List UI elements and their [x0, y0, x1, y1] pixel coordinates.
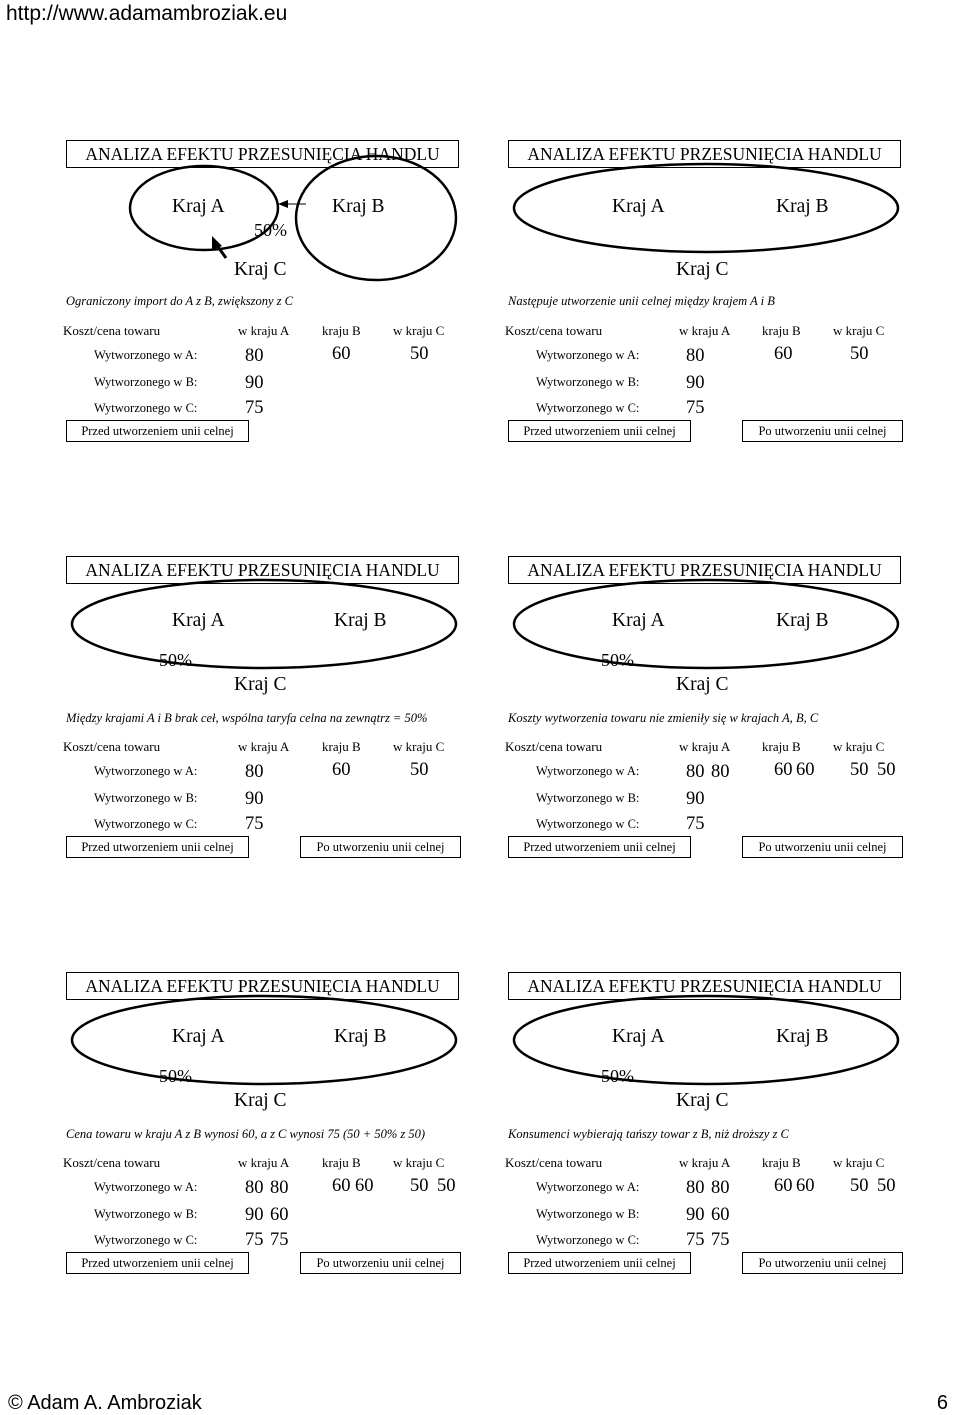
label-kraj-b: Kraj B [334, 610, 387, 631]
row-b-label: Wytworzonego w B: [536, 375, 640, 389]
val-ba-after: 60 [711, 1205, 730, 1225]
label-kraj-b: Kraj B [776, 610, 829, 631]
val-a-after: 80 [711, 762, 730, 782]
val-b-before: 60 [332, 344, 351, 364]
country-ellipses [66, 140, 461, 442]
label-kraj-c: Kraj C [676, 1090, 729, 1111]
row-b-label: Wytworzonego w B: [536, 1207, 640, 1221]
val-b-after: 60 [796, 760, 815, 780]
row-a-label: Wytworzonego w A: [94, 764, 198, 778]
label-kraj-c: Kraj C [234, 674, 287, 695]
arrow-head-left [278, 200, 288, 208]
footer-before: Przed utworzeniem unii celnej [508, 1252, 691, 1274]
slide-title: ANALIZA EFEKTU PRZESUNIĘCIA HANDLU [66, 556, 459, 584]
row-c-label: Wytworzonego w C: [94, 1233, 198, 1247]
slide-caption: Konsumenci wybierają tańszy towar z B, niż droższy z C [508, 1127, 789, 1141]
slide-caption: Między krajami A i B brak ceł, wspólna taryfa celna na zewnątrz = 50% [66, 711, 428, 725]
val-a-after: 80 [711, 1178, 730, 1198]
val-c-before: 50 [410, 760, 429, 780]
label-kraj-b: Kraj B [776, 1026, 829, 1047]
val-ca-before: 75 [686, 1230, 705, 1250]
val-c-after: 50 [437, 1176, 456, 1196]
label-tariff: 50% [159, 650, 192, 670]
page-url[interactable]: http://www.adamambroziak.eu [6, 2, 288, 25]
val-c-before: 50 [410, 1176, 429, 1196]
slide-2 [505, 140, 903, 442]
val-ba-before: 90 [686, 373, 705, 393]
col-b: kraju B [762, 323, 801, 338]
ellipse-union-ab [72, 580, 456, 668]
ellipse-union-ab [514, 580, 898, 668]
val-c-before: 50 [850, 1176, 869, 1196]
row-c-label: Wytworzonego w C: [536, 817, 640, 831]
union-ellipse [66, 556, 461, 858]
slide-5 [63, 972, 461, 1274]
col-b: kraju B [322, 739, 361, 754]
val-ba-before: 90 [686, 1205, 705, 1225]
col-b: kraju B [762, 1155, 801, 1170]
col-c: w kraju C [833, 1155, 885, 1170]
footer-before: Przed utworzeniem unii celnej [66, 1252, 249, 1274]
label-kraj-c: Kraj C [234, 1090, 287, 1111]
label-tariff: 50% [159, 1066, 192, 1086]
row-b-label: Wytworzonego w B: [94, 375, 198, 389]
footer-before: Przed utworzeniem unii celnej [66, 420, 249, 442]
label-kraj-a: Kraj A [172, 196, 225, 217]
union-ellipse [508, 140, 903, 442]
author-name: © Adam A. Ambroziak [8, 1392, 202, 1414]
val-a-before: 80 [245, 762, 264, 782]
val-c-before: 50 [410, 344, 429, 364]
val-a-before: 80 [245, 1178, 264, 1198]
val-ba-before: 90 [245, 373, 264, 393]
col-a: w kraju A [238, 1155, 290, 1170]
label-kraj-a: Kraj A [612, 1026, 665, 1047]
col-header: Koszt/cena towaru [63, 323, 161, 338]
slide-caption: Następuje utworzenie unii celnej między krajem A i B [508, 294, 775, 308]
row-a-label: Wytworzonego w A: [94, 348, 198, 362]
col-c: w kraju C [393, 1155, 445, 1170]
slide-1 [63, 140, 461, 442]
row-a-label: Wytworzonego w A: [94, 1180, 198, 1194]
slide-caption: Cena towaru w kraju A z B wynosi 60, a z C wynosi 75 (50 + 50% z 50) [66, 1127, 426, 1141]
val-ba-after: 60 [270, 1205, 289, 1225]
val-a-after: 80 [270, 1178, 289, 1198]
ellipse-union-ab [514, 996, 898, 1084]
footer-after: Po utworzeniu unii celnej [300, 1252, 461, 1274]
col-c: w kraju C [833, 323, 885, 338]
slide-title: ANALIZA EFEKTU PRZESUNIĘCIA HANDLU [508, 972, 901, 1000]
slide-title: ANALIZA EFEKTU PRZESUNIĘCIA HANDLU [66, 140, 459, 168]
val-b-after: 60 [355, 1176, 374, 1196]
row-b-label: Wytworzonego w B: [94, 1207, 198, 1221]
ellipse-union-ab [514, 164, 898, 252]
val-ca-after: 75 [711, 1230, 730, 1250]
val-ca-after: 75 [270, 1230, 289, 1250]
col-header: Koszt/cena towaru [505, 1155, 603, 1170]
label-tariff: 50% [601, 650, 634, 670]
col-a: w kraju A [238, 739, 290, 754]
val-b-before: 60 [774, 1176, 793, 1196]
val-b-after: 60 [796, 1176, 815, 1196]
label-kraj-b: Kraj B [334, 1026, 387, 1047]
col-header: Koszt/cena towaru [63, 739, 161, 754]
val-ca-before: 75 [686, 814, 705, 834]
col-header: Koszt/cena towaru [505, 739, 603, 754]
val-ca-before: 75 [245, 1230, 264, 1250]
footer-before: Przed utworzeniem unii celnej [66, 836, 249, 858]
val-ca-before: 75 [245, 398, 264, 418]
page-number: 6 [936, 1392, 948, 1414]
slide-caption: Koszty wytworzenia towaru nie zmieniły się w krajach A, B, C [508, 711, 819, 725]
val-b-before: 60 [332, 760, 351, 780]
slide-title: ANALIZA EFEKTU PRZESUNIĘCIA HANDLU [508, 556, 901, 584]
footer-before: Przed utworzeniem unii celnej [508, 420, 691, 442]
val-b-before: 60 [774, 760, 793, 780]
footer-after: Po utworzeniu unii celnej [742, 1252, 903, 1274]
footer-after: Po utworzeniu unii celnej [300, 836, 461, 858]
label-kraj-a: Kraj A [172, 610, 225, 631]
row-a-label: Wytworzonego w A: [536, 1180, 640, 1194]
label-kraj-a: Kraj A [612, 610, 665, 631]
label-kraj-b: Kraj B [776, 196, 829, 217]
col-b: kraju B [322, 323, 361, 338]
footer-after: Po utworzeniu unii celnej [742, 420, 903, 442]
col-c: w kraju C [393, 323, 445, 338]
slide-6 [505, 972, 903, 1274]
val-c-after: 50 [877, 760, 896, 780]
label-tariff: 50% [254, 220, 287, 240]
slide-title: ANALIZA EFEKTU PRZESUNIĘCIA HANDLU [66, 972, 459, 1000]
label-kraj-c: Kraj C [676, 674, 729, 695]
col-a: w kraju A [679, 323, 731, 338]
label-kraj-c: Kraj C [676, 259, 729, 280]
footer-before: Przed utworzeniem unii celnej [508, 836, 691, 858]
col-header: Koszt/cena towaru [63, 1155, 161, 1170]
val-a-before: 80 [686, 762, 705, 782]
slide-title: ANALIZA EFEKTU PRZESUNIĘCIA HANDLU [508, 140, 901, 168]
union-ellipse [66, 972, 461, 1274]
row-a-label: Wytworzonego w A: [536, 348, 640, 362]
label-kraj-c: Kraj C [234, 259, 287, 280]
col-c: w kraju C [833, 739, 885, 754]
val-b-before: 60 [774, 344, 793, 364]
row-c-label: Wytworzonego w C: [536, 401, 640, 415]
row-c-label: Wytworzonego w C: [536, 1233, 640, 1247]
row-a-label: Wytworzonego w A: [536, 764, 640, 778]
val-c-before: 50 [850, 760, 869, 780]
val-ca-before: 75 [245, 814, 264, 834]
union-ellipse [508, 972, 903, 1274]
col-header: Koszt/cena towaru [505, 323, 603, 338]
val-a-before: 80 [686, 346, 705, 366]
val-ba-before: 90 [245, 1205, 264, 1225]
footer-after: Po utworzeniu unii celnej [742, 836, 903, 858]
col-b: kraju B [322, 1155, 361, 1170]
col-a: w kraju A [679, 739, 731, 754]
val-a-before: 80 [245, 346, 264, 366]
row-c-label: Wytworzonego w C: [94, 817, 198, 831]
col-a: w kraju A [679, 1155, 731, 1170]
val-ca-before: 75 [686, 398, 705, 418]
val-c-before: 50 [850, 344, 869, 364]
col-c: w kraju C [393, 739, 445, 754]
val-ba-before: 90 [245, 789, 264, 809]
label-kraj-a: Kraj A [172, 1026, 225, 1047]
label-tariff: 50% [601, 1066, 634, 1086]
ellipse-kraj-b [296, 156, 456, 280]
label-kraj-b: Kraj B [332, 196, 385, 217]
slide-3 [63, 556, 461, 858]
col-a: w kraju A [238, 323, 290, 338]
val-ba-before: 90 [686, 789, 705, 809]
row-b-label: Wytworzonego w B: [536, 791, 640, 805]
val-b-before: 60 [332, 1176, 351, 1196]
col-b: kraju B [762, 739, 801, 754]
ellipse-union-ab [72, 996, 456, 1084]
row-c-label: Wytworzonego w C: [94, 401, 198, 415]
slide-4 [505, 556, 903, 858]
val-a-before: 80 [686, 1178, 705, 1198]
row-b-label: Wytworzonego w B: [94, 791, 198, 805]
slide-caption: Ograniczony import do A z B, zwiększony z C [66, 294, 293, 308]
union-ellipse [508, 556, 903, 858]
label-kraj-a: Kraj A [612, 196, 665, 217]
val-c-after: 50 [877, 1176, 896, 1196]
